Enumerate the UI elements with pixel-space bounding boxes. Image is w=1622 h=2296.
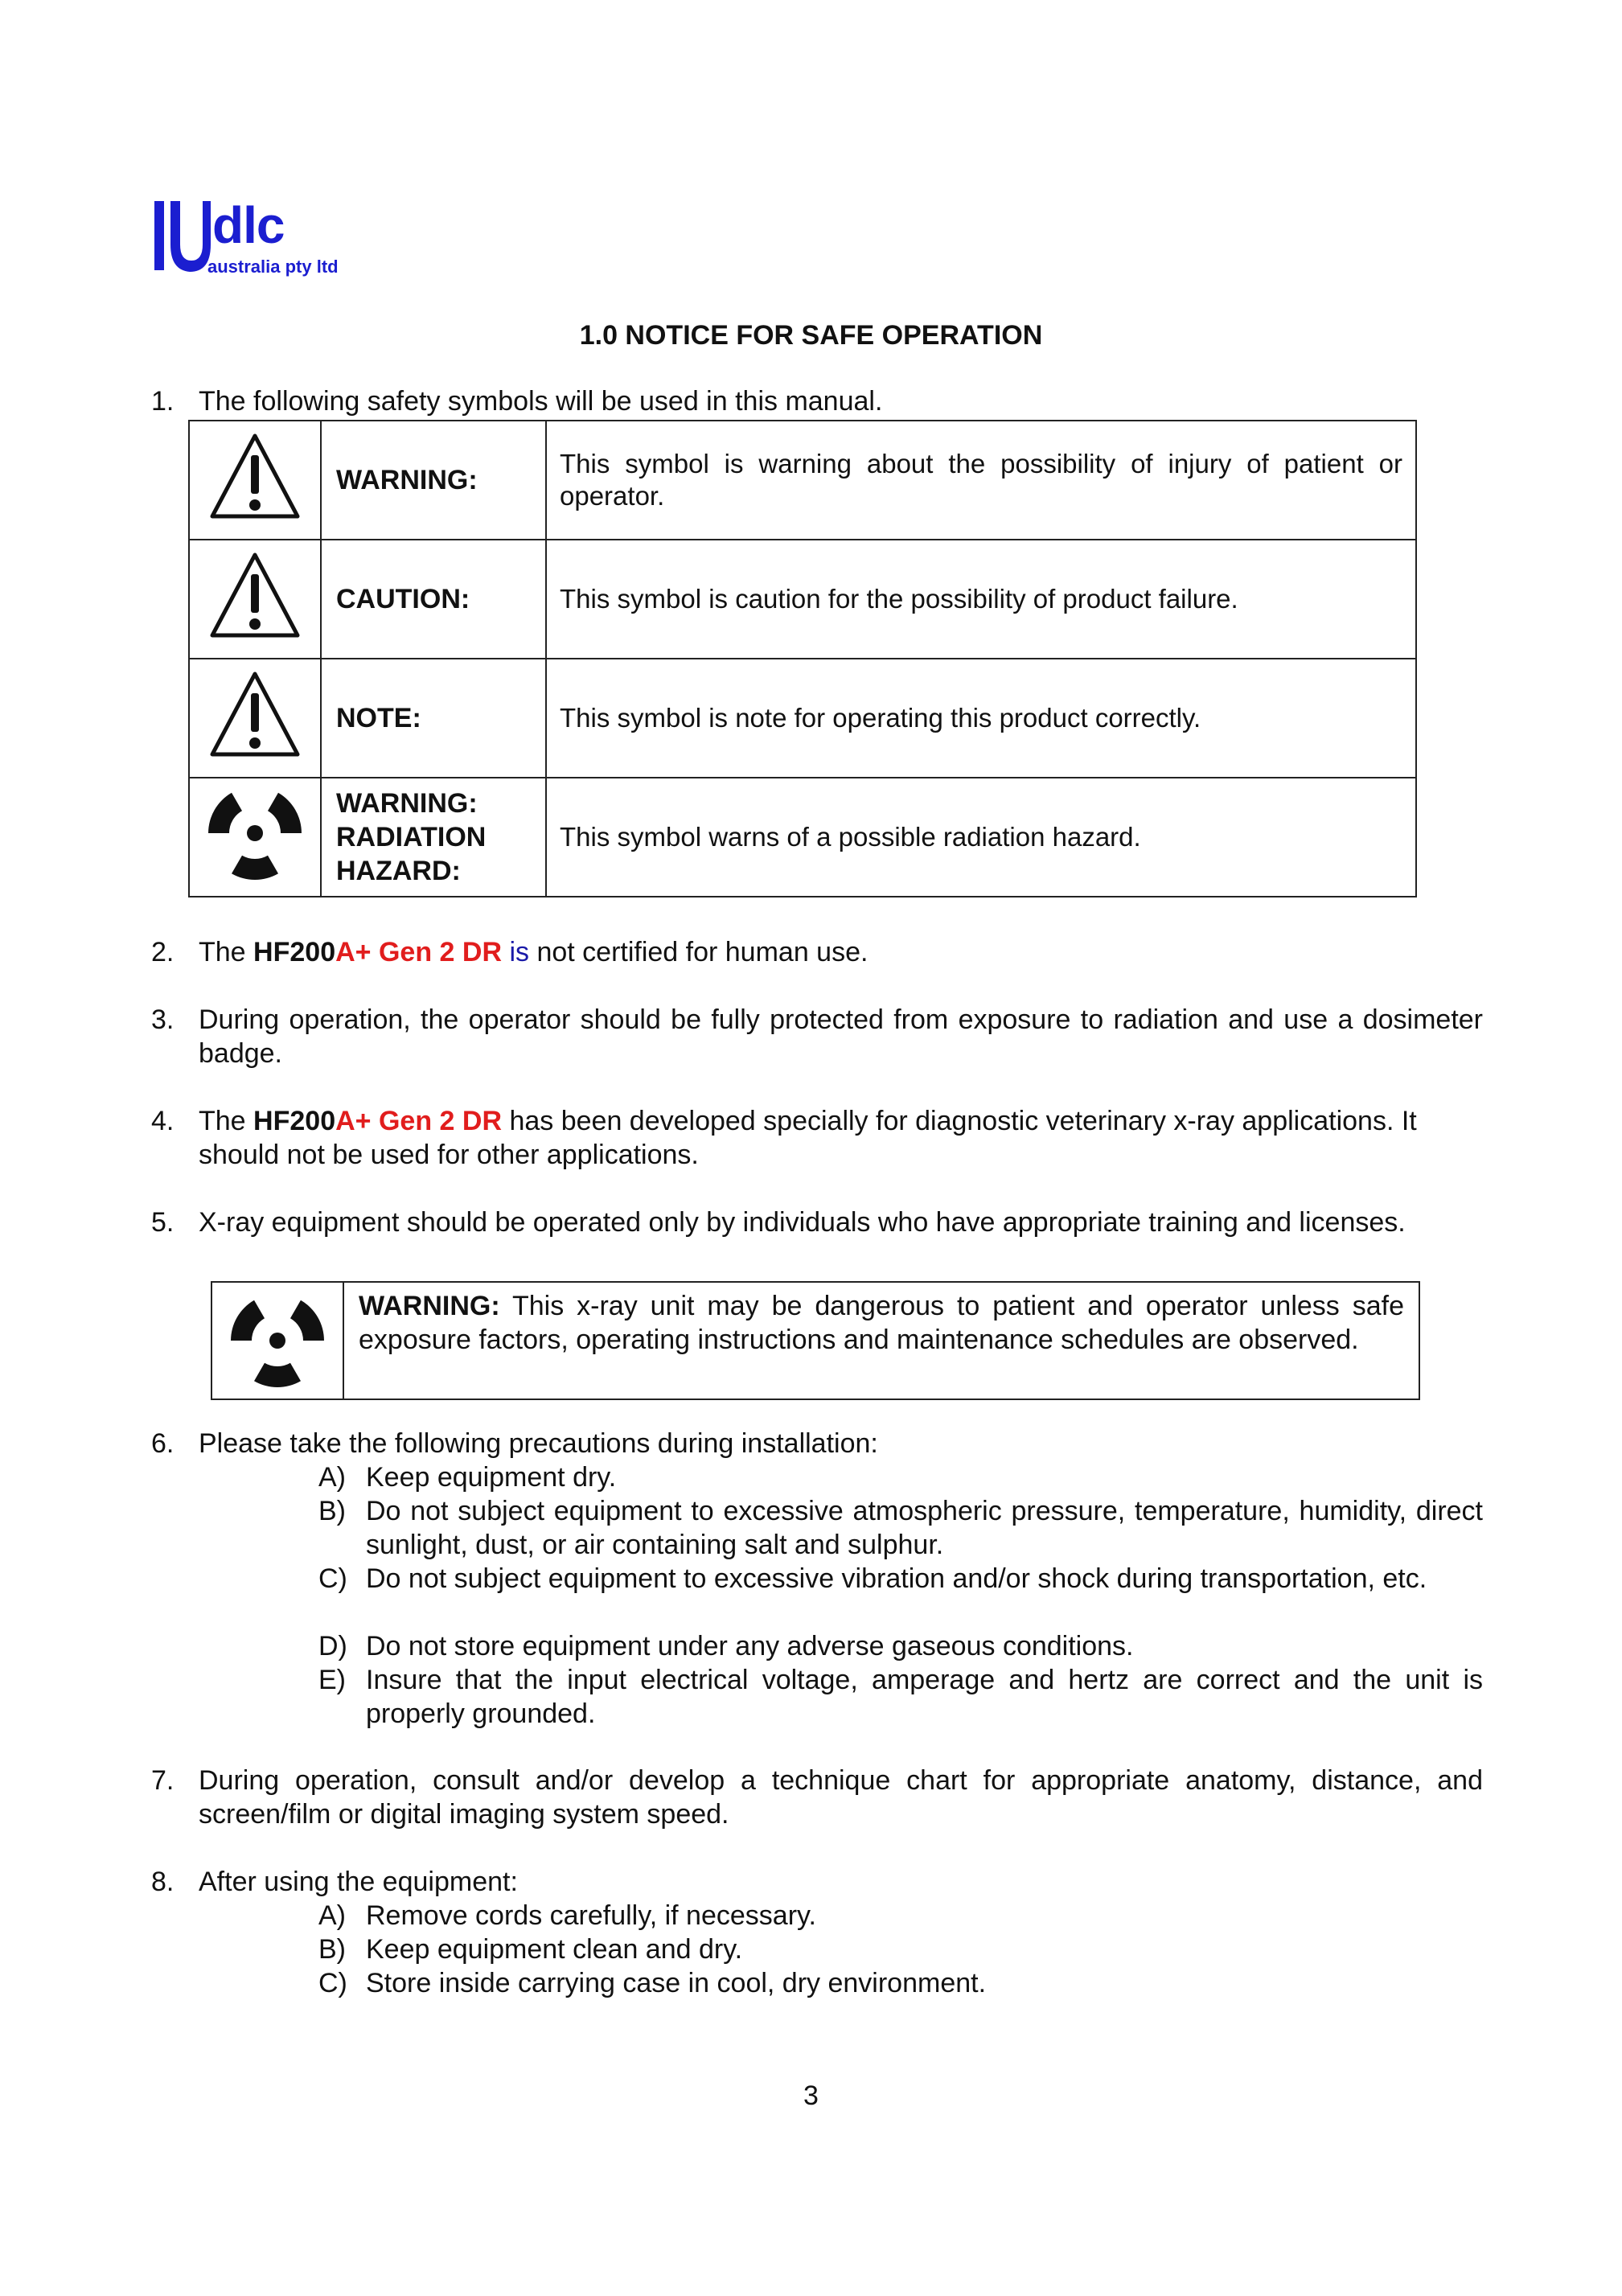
warning-triangle-icon <box>189 540 321 659</box>
warning-triangle-icon <box>189 421 321 540</box>
model-name: HF200 <box>253 937 336 967</box>
sub-item-text: Do not subject equipment to excessive atmospheric pressure, temperature, humidity, direct sunlight, dust, or air containing salt and sulphur. <box>366 1496 1483 1560</box>
page-number: 3 <box>803 2080 819 2111</box>
item-3-text: During operation, the operator should be fully protected from exposure to radiation and use a dosimeter badge. <box>199 1004 1483 1069</box>
sub-item-letter: A) <box>318 1900 346 1931</box>
sub-item-text: Insure that the input electrical voltage, amperage and hertz are correct and the unit is properly grounded. <box>366 1665 1483 1729</box>
model-name: HF200 <box>253 1106 336 1136</box>
item-7-number: 7. <box>151 1765 175 1796</box>
item-4-pre: The <box>199 1106 254 1136</box>
sub-item-text: Do not store equipment under any adverse gaseous conditions. <box>366 1631 1134 1661</box>
item-3-number: 3. <box>151 1004 175 1035</box>
sub-item-text: Keep equipment dry. <box>366 1462 617 1493</box>
sub-item-letter: C) <box>318 1563 347 1594</box>
item-2-pre: The <box>199 937 254 967</box>
item-5-text: X-ray equipment should be operated only by individuals who have appropriate training and licenses. <box>199 1207 1406 1238</box>
warning-box-label: WARNING: <box>359 1291 500 1321</box>
symbol-description: This symbol is warning about the possibility of injury of patient or operator. <box>546 421 1416 540</box>
safety-symbols-table <box>188 420 1417 897</box>
radiation-warning-box <box>211 1281 1420 1400</box>
item-4-number: 4. <box>151 1106 175 1136</box>
item-2-text <box>199 935 1483 969</box>
symbol-row-warning <box>189 421 1416 540</box>
item-2-number: 2. <box>151 937 175 967</box>
item-4-post: has been developed specially for diagnostic veterinary x-ray applications. It should not be used for other applications. <box>199 1106 1417 1170</box>
item-2-is: is <box>502 937 529 967</box>
symbol-description: This symbol is note for operating this product correctly. <box>546 659 1416 778</box>
sub-item-letter: B) <box>318 1934 346 1965</box>
symbol-description: This symbol is caution for the possibility of product failure. <box>546 540 1416 659</box>
item-6-number: 6. <box>151 1428 175 1459</box>
section-title: 1.0 NOTICE FOR SAFE OPERATION <box>579 320 1043 351</box>
model-variant: A+ Gen 2 DR <box>335 1106 502 1136</box>
sub-item-letter: C) <box>318 1968 347 1998</box>
sub-item-text: Do not subject equipment to excessive vibration and/or shock during transportation, etc. <box>366 1563 1427 1594</box>
symbol-label: WARNING: RADIATION HAZARD: <box>321 778 546 897</box>
item-7-text: During operation, consult and/or develop a technique chart for appropriate anatomy, distance, and screen/film or digital imaging system speed. <box>199 1765 1483 1830</box>
logo-mark-icon <box>153 196 212 273</box>
item-8-text: After using the equipment: <box>199 1867 518 1897</box>
logo-subtitle: australia pty ltd <box>207 257 339 277</box>
sub-item-letter: A) <box>318 1462 346 1493</box>
warning-box-body: This x-ray unit may be dangerous to patient and operator unless safe exposure factors, operating instructions and maintenance schedules are observed. <box>359 1291 1404 1355</box>
sub-item-text: Store inside carrying case in cool, dry environment. <box>366 1968 987 1998</box>
model-variant: A+ Gen 2 DR <box>335 937 502 967</box>
item-2-post: not certified for human use. <box>529 937 868 967</box>
symbol-label: WARNING: <box>321 421 546 540</box>
item-8-number: 8. <box>151 1867 175 1897</box>
symbol-row-radiation <box>189 778 1416 897</box>
sub-item-letter: B) <box>318 1496 346 1526</box>
sub-item-letter: E) <box>318 1665 346 1695</box>
item-4-text <box>199 1104 1493 1172</box>
radiation-icon <box>189 778 321 897</box>
item-1-number: 1. <box>151 386 175 417</box>
item-5-number: 5. <box>151 1207 175 1238</box>
sub-item-text: Remove cords carefully, if necessary. <box>366 1900 816 1931</box>
sub-item-text: Keep equipment clean and dry. <box>366 1934 743 1965</box>
company-logo <box>153 196 362 285</box>
logo-brand-text: dlc <box>212 196 285 254</box>
radiation-icon <box>212 1283 344 1399</box>
warning-box-text <box>359 1289 1404 1357</box>
symbol-row-note <box>189 659 1416 778</box>
sub-item-letter: D) <box>318 1631 347 1661</box>
symbol-description: This symbol warns of a possible radiation hazard. <box>546 778 1416 897</box>
item-6-text: Please take the following precautions during installation: <box>199 1428 878 1459</box>
symbol-row-caution <box>189 540 1416 659</box>
symbol-label: NOTE: <box>321 659 546 778</box>
symbol-label: CAUTION: <box>321 540 546 659</box>
item-1-text: The following safety symbols will be used in this manual. <box>199 386 883 417</box>
warning-triangle-icon <box>189 659 321 778</box>
